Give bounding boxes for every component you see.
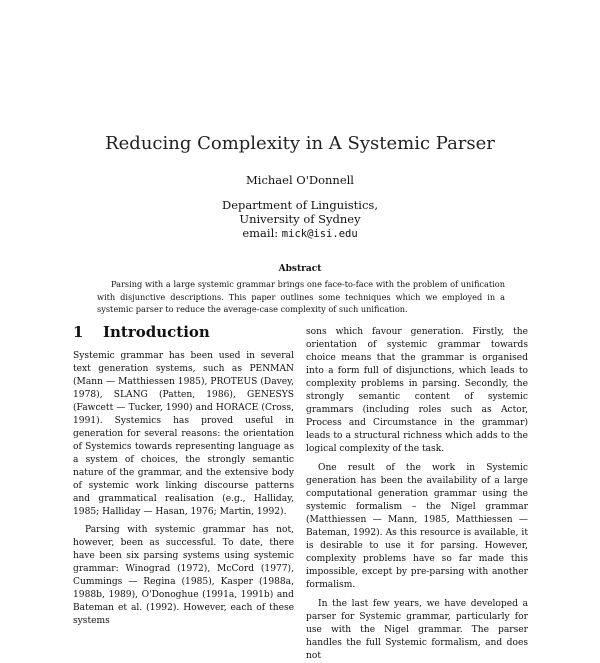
paragraph: In the last few years, we have developed a parser for Systemic grammar, particularly for use with the Nigel grammar. The parser handles the full Systemic formalism, and does not <box>306 599 528 661</box>
paragraph: One result of the work in Systemic generation has been the availability of a large computational generation grammar using the systemic formalism – the Nigel grammar (Matthiessen — Mann, 1985, Matthiessen — Bateman, 1992). As this resource is available, it is desirable to use it for parsing. However, complexity problems have so far made this impossible, except by pre-parsing with another formalism. <box>306 463 528 590</box>
section-number: 1 <box>73 323 84 341</box>
abstract-heading: Abstract <box>278 264 322 274</box>
section-heading <box>73 323 210 341</box>
author-name: Michael O'Donnell <box>245 173 354 187</box>
paper-title: Reducing Complexity in A Systemic Parser <box>105 133 495 154</box>
paragraph: sons which favour generation. Firstly, the orientation of systemic grammar towards choice means that the grammar is organised into a form full of disjunctions, which leads to complexity problems in parsing. Secondly, the strongly semantic content of systemic grammars (including roles such as Actor, Process and Circumstance in the grammar) leads to a structural richness which adds to the logical complexity of the task. <box>306 327 528 454</box>
email-line <box>0 226 600 241</box>
university: University of Sydney <box>239 212 361 226</box>
section-title: Introduction <box>103 323 210 341</box>
email-address[interactable]: mick@isi.edu <box>281 228 358 240</box>
right-column <box>306 326 528 663</box>
email-label: email: <box>242 226 279 240</box>
affiliation-block <box>0 198 600 241</box>
paragraph: Parsing with systemic grammar has not, however, been as successful. To date, there have been six parsing systems using systemic grammar: Winograd (1972), McCord (1977), Cummings — Regina (1985), Kasper (1988a, 1988b, 1989), O'Donoghue (1991a, 1991b) and Bateman et al. (1992). However, each of these systems <box>73 525 294 626</box>
abstract-text: Parsing with a large systemic grammar brings one face-to-face with the problem of unification with disjunctive descriptions. This paper outlines some techniques which we employed in a systemic parser to reduce the average-case complexity of such unification. <box>97 279 505 314</box>
paragraph: Systemic grammar has been used in several text generation systems, such as PENMAN (Mann — Matthiessen 1985), PROTEUS (Davey, 1978), SLANG (Patten, 1986), GENESYS (Fawcett — Tucker, 1990) and HORACE (Cross, 1991). Systemics has proved useful in generation for several reasons: the orientation of Systemics towards representing language as a system of choices, the strongly semantic nature of the grammar, and the extensive body of systemic work linking discourse patterns and grammatical realisation (e.g., Halliday, 1985; Halliday — Hasan, 1976; Martin, 1992). <box>73 351 294 517</box>
department: Department of Linguistics, <box>222 198 378 212</box>
left-column <box>73 350 294 628</box>
